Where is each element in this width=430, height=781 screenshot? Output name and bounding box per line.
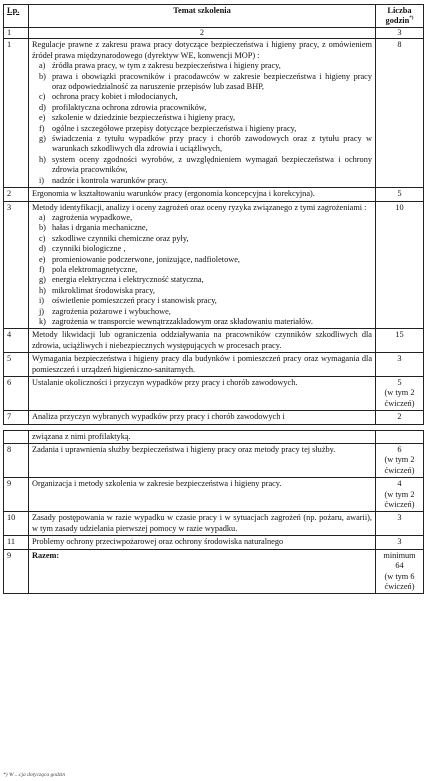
- row-hours: [376, 39, 424, 188]
- column-number-row: [4, 28, 424, 39]
- table-row-continuation: [4, 430, 424, 443]
- list-item: [39, 61, 372, 71]
- column-number-3: 3: [376, 28, 424, 39]
- list-item: [39, 254, 372, 265]
- list-item-text: promieniowanie podczerwone, jonizujące, nadfioletowe,: [52, 254, 240, 264]
- subtopic-list: [32, 61, 372, 186]
- row-hours-value: 8: [397, 40, 402, 50]
- table-row: [4, 188, 424, 201]
- row-number-text: 9: [7, 479, 12, 489]
- column-number-1: 1: [4, 28, 29, 39]
- row-number: [4, 478, 29, 512]
- list-item: [39, 285, 372, 296]
- total-number-text: 9: [7, 550, 12, 560]
- row-hours-value: 2: [397, 412, 402, 422]
- table-row: [4, 353, 424, 377]
- continuation-empty-number: [4, 430, 29, 443]
- row-hours: [376, 411, 424, 424]
- row-number-text: 10: [7, 513, 16, 523]
- row-topic: [29, 536, 376, 549]
- row-hours: [376, 536, 424, 549]
- total-number: [4, 549, 29, 594]
- total-hours: [376, 549, 424, 594]
- row-number-text: 3: [7, 202, 12, 212]
- row-hours-value: 3: [397, 537, 402, 547]
- list-item-marker: g): [39, 275, 46, 285]
- list-item-text: ochrona pracy kobiet i młodocianych,: [52, 92, 178, 102]
- table-row: [4, 512, 424, 536]
- row-number: [4, 536, 29, 549]
- list-item: [39, 306, 372, 317]
- row-topic-continuation: [29, 430, 376, 443]
- list-item: [39, 264, 372, 275]
- row-topic: [29, 478, 376, 512]
- header-hours-label: Liczba godzin: [385, 6, 412, 25]
- row-topic: [29, 188, 376, 201]
- list-item: [39, 223, 372, 233]
- header-hours: [376, 5, 424, 28]
- list-item-text: mikroklimat środowiska pracy,: [52, 285, 155, 295]
- row-topic: [29, 377, 376, 411]
- list-item: [39, 123, 372, 134]
- list-item-marker: g): [39, 134, 46, 144]
- list-item-text: oświetlenie pomieszczeń pracy i stanowisk pracy,: [52, 296, 217, 306]
- header-topic: Temat szkolenia: [29, 5, 376, 28]
- row-number: [4, 411, 29, 424]
- list-item: [39, 113, 372, 123]
- list-item-marker: i): [39, 296, 45, 306]
- table-row: [4, 329, 424, 353]
- list-item-marker: c): [39, 233, 46, 243]
- row-topic: [29, 329, 376, 353]
- row-number: [4, 444, 29, 478]
- row-topic-lead: Analiza przyczyn wybranych wypadków przy pracy i chorób zawodowych i: [32, 412, 285, 422]
- list-item-marker: d): [39, 102, 46, 112]
- row-number: [4, 39, 29, 188]
- footnote-text: *) W ...cja dotycząca godzin: [3, 772, 66, 778]
- row-hours: [376, 444, 424, 478]
- row-topic-lead: Ustalanie okoliczności i przyczyn wypadków przy pracy i chorób zawodowych.: [32, 378, 298, 387]
- list-item-marker: j): [39, 306, 45, 316]
- list-item: [39, 71, 372, 93]
- list-item-text: szkolenie w dziedzinie bezpieczeństwa i higieny pracy,: [52, 113, 236, 123]
- total-hours-note: (w tym 6 ćwiczeń): [384, 571, 415, 591]
- list-item: [39, 92, 372, 102]
- row-hours-value: 15: [395, 330, 404, 340]
- total-label: [29, 549, 376, 594]
- row-hours-value: 6: [397, 445, 402, 455]
- list-item-marker: c): [39, 92, 46, 102]
- list-item-marker: h): [39, 285, 46, 295]
- list-item: [39, 175, 372, 186]
- row-hours-value: 3: [397, 354, 402, 364]
- list-item-marker: a): [39, 61, 46, 71]
- row-number-text: 5: [7, 354, 12, 364]
- table-row: [4, 411, 424, 424]
- list-item-text: prawa i obowiązki pracowników i pracodawców w zakresie bezpieczeństwa i higieny pracy oraz odpowiedzialność za naruszenie przepisów lub zasad BHP,: [52, 71, 372, 92]
- total-hours-value: minimum 64: [383, 550, 416, 571]
- list-item-text: świadczenia z tytułu wypadków przy pracy i chorób zawodowych oraz z tytułu pracy w warunkach szkodliwych dla zdrowia i uciążliwych,: [52, 134, 372, 154]
- row-topic-lead: Wymagania bezpieczeństwa i higieny pracy dla budynków i pomieszczeń pracy oraz wymagania dla pomieszczeń i urządzeń higieniczno-sanitarnych.: [32, 354, 372, 374]
- row-number-text: 11: [7, 537, 15, 547]
- list-item: [39, 316, 372, 327]
- row-number-text: 4: [7, 330, 12, 340]
- subtopic-list: [32, 213, 372, 327]
- row-topic-lead: Ergonomia w kształtowaniu warunków pracy (ergonomia koncepcyjna i korekcyjna).: [32, 189, 315, 199]
- list-item: [39, 233, 372, 244]
- row-hours-note: (w tym 2 ćwiczeń): [384, 455, 415, 475]
- list-item-text: ogólne i szczegółowe przepisy dotyczące bezpieczeństwa i higieny pracy,: [52, 123, 297, 133]
- row-number: [4, 188, 29, 201]
- row-topic: [29, 512, 376, 536]
- row-hours: [376, 201, 424, 329]
- header-lp: Lp.: [4, 5, 29, 28]
- row-hours: [376, 478, 424, 512]
- row-number-text: 6: [7, 378, 12, 387]
- list-item-marker: h): [39, 154, 46, 164]
- row-number: [4, 353, 29, 377]
- list-item-text: system oceny zgodności wyrobów, z uwzględnieniem wymagań bezpieczeństwa i ochrony zdrowia pracowników,: [52, 154, 372, 175]
- row-topic: [29, 411, 376, 424]
- row-topic: [29, 444, 376, 478]
- list-item-marker: k): [39, 316, 46, 326]
- row-topic-lead: Zasady postępowania w razie wypadku w czasie pracy i w sytuacjach zagrożeń (np. pożaru, awarii), w tym zasady udzielania pierwszej pomocy w razie wypadku.: [32, 513, 372, 533]
- list-item-marker: a): [39, 212, 46, 222]
- table-row: [4, 536, 424, 549]
- list-item: [39, 275, 372, 285]
- list-item-text: źródła prawa pracy, w tym z zakresu bezpieczeństwa i higieny pracy,: [52, 61, 281, 71]
- row-hours: [376, 512, 424, 536]
- total-label-text: Razem:: [32, 550, 60, 560]
- table-row: [4, 39, 424, 188]
- list-item-text: zagrożenia w transporcie wewnątrzzakładowym oraz składowaniu materiałów.: [52, 316, 313, 326]
- header-row: [4, 5, 424, 28]
- footnote: [3, 772, 65, 778]
- row-topic-lead: Organizacja i metody szkolenia w zakresie bezpieczeństwa i higieny pracy.: [32, 479, 282, 489]
- list-item: [39, 134, 372, 155]
- row-hours-value: 5: [397, 189, 402, 199]
- list-item-text: nadzór i kontrola warunków pracy.: [52, 175, 168, 185]
- row-hours-note: (w tym 2 ćwiczeń): [384, 388, 415, 408]
- table-row: [4, 201, 424, 329]
- row-topic-lead: Metody identyfikacji, analizy i oceny zagrożeń oraz oceny ryzyka związanego z tymi zagrożeniami :: [32, 202, 367, 212]
- row-topic-lead: Zadania i uprawnienia służby bezpieczeństwa i higieny pracy oraz metody pracy tej służby.: [32, 445, 336, 455]
- row-topic-lead: Regulacje prawne z zakresu prawa pracy dotyczące bezpieczeństwa i higieny pracy, z omówieniem źródeł prawa międzynarodowego (dyrektyw WE, konwencji MOP) :: [32, 40, 372, 60]
- list-item: [39, 244, 372, 254]
- row-hours-note: (w tym 2 ćwiczeń): [384, 489, 415, 510]
- row-number-text: 8: [7, 445, 12, 455]
- list-item-marker: b): [39, 223, 46, 233]
- table-row: [4, 444, 424, 478]
- row-number-text: 2: [7, 189, 12, 199]
- row-topic: [29, 201, 376, 329]
- list-item-text: czynniki biologiczne ,: [52, 244, 126, 254]
- list-item-marker: i): [39, 175, 45, 185]
- list-item: [39, 212, 372, 223]
- row-hours: [376, 377, 424, 411]
- list-item-marker: e): [39, 113, 46, 123]
- header-hours-footnote-mark: *): [409, 16, 414, 22]
- list-item-text: szkodliwe czynniki chemiczne oraz pyły,: [52, 233, 189, 243]
- training-syllabus-table: [3, 4, 424, 594]
- row-topic: [29, 39, 376, 188]
- row-number: [4, 201, 29, 329]
- row-topic-lead: Problemy ochrony przeciwpożarowej oraz ochrony środowiska naturalnego: [32, 537, 284, 547]
- list-item-marker: d): [39, 244, 46, 254]
- row-topic: [29, 353, 376, 377]
- row-number: [4, 377, 29, 411]
- row-hours: [376, 353, 424, 377]
- list-item-marker: b): [39, 71, 46, 81]
- list-item-text: energia elektryczna i elektryczność statyczna,: [52, 275, 204, 285]
- row-number-text: 7: [7, 412, 12, 422]
- continuation-empty-hours: [376, 430, 424, 443]
- row-number: [4, 512, 29, 536]
- table-row: [4, 377, 424, 411]
- list-item: [39, 154, 372, 176]
- row-topic-continuation-text: związana z nimi profilaktyką.: [32, 431, 131, 441]
- list-item: [39, 102, 372, 113]
- list-item-text: profilaktyczna ochrona zdrowia pracowników,: [52, 102, 207, 112]
- row-hours-value: 10: [395, 202, 404, 212]
- row-hours: [376, 329, 424, 353]
- row-number-text: 1: [7, 40, 12, 50]
- list-item-marker: e): [39, 254, 46, 264]
- list-item-text: zagrożenia pożarowe i wybuchowe,: [52, 306, 171, 316]
- table-row: [4, 478, 424, 512]
- list-item-text: zagrożenia wypadkowe,: [52, 212, 133, 222]
- row-number: [4, 329, 29, 353]
- list-item-text: pola elektromagnetyczne,: [52, 264, 138, 274]
- column-number-2: 2: [29, 28, 376, 39]
- row-topic-lead: Metody likwidacji lub ograniczenia oddziaływania na pracowników czynników szkodliwych dla zdrowia, uciążliwych i niebezpiecznych występujących w procesach pracy.: [32, 330, 372, 350]
- row-hours-value: 4: [397, 479, 402, 489]
- list-item-marker: f): [39, 123, 45, 133]
- list-item-text: hałas i drgania mechaniczne,: [52, 223, 148, 233]
- list-item-marker: f): [39, 264, 45, 274]
- list-item: [39, 296, 372, 306]
- total-row: [4, 549, 424, 594]
- row-hours-value: 3: [397, 513, 402, 523]
- row-hours: [376, 188, 424, 201]
- row-hours-value: 5: [397, 378, 402, 387]
